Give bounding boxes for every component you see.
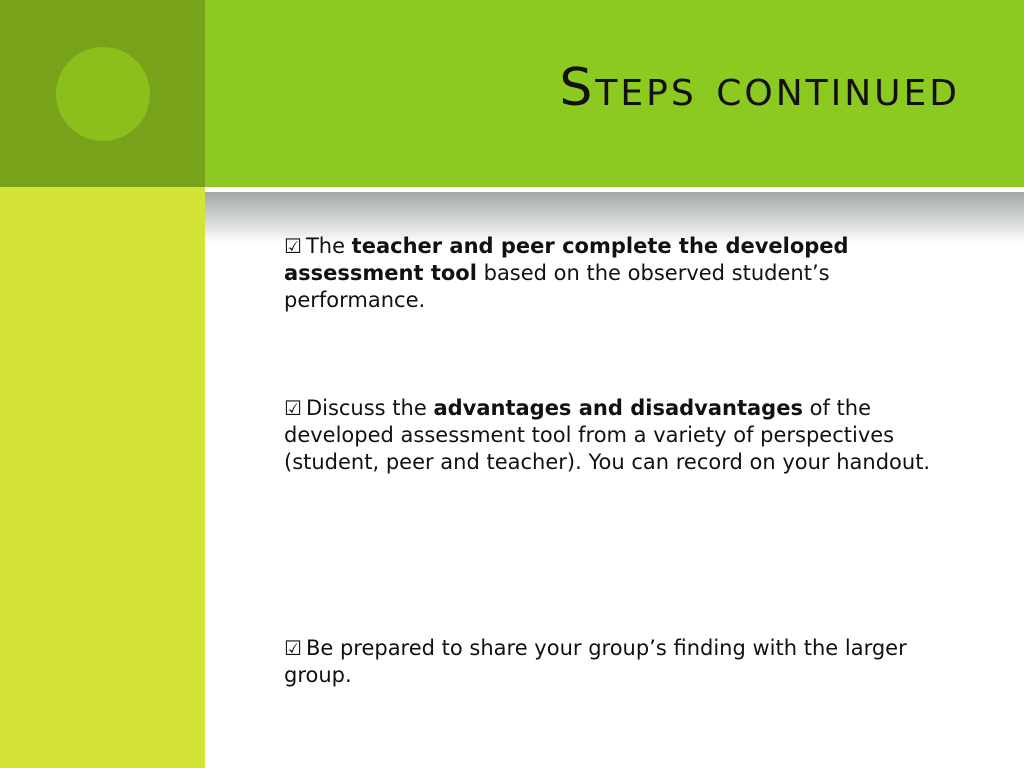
bullet-text: of the developed assessment tool from a variety of perspectives (student, peer and teacher). You can record on your handout.	[284, 396, 931, 474]
corner-block	[0, 0, 205, 187]
bullet-emphasis: advantages and disadvantages	[433, 396, 803, 420]
bullet-item	[284, 635, 964, 689]
bullet-item	[284, 233, 964, 314]
circle-icon	[56, 47, 150, 141]
left-accent-band	[0, 187, 205, 768]
bullet-emphasis: teacher and peer complete the developed assessment tool	[284, 234, 849, 285]
slide-title: Steps continued	[559, 58, 960, 118]
bullet-item	[284, 395, 964, 476]
checked-box-icon: ☑	[284, 234, 302, 258]
checked-box-icon: ☑	[284, 396, 302, 420]
bullet-text: Be prepared to share your group’s finding with the larger group.	[284, 636, 907, 687]
bullet-text: The	[305, 234, 352, 258]
bullet-text: based on the observed student’s performance.	[284, 261, 830, 312]
checked-box-icon: ☑	[284, 636, 302, 660]
bullet-text: Discuss the	[305, 396, 434, 420]
